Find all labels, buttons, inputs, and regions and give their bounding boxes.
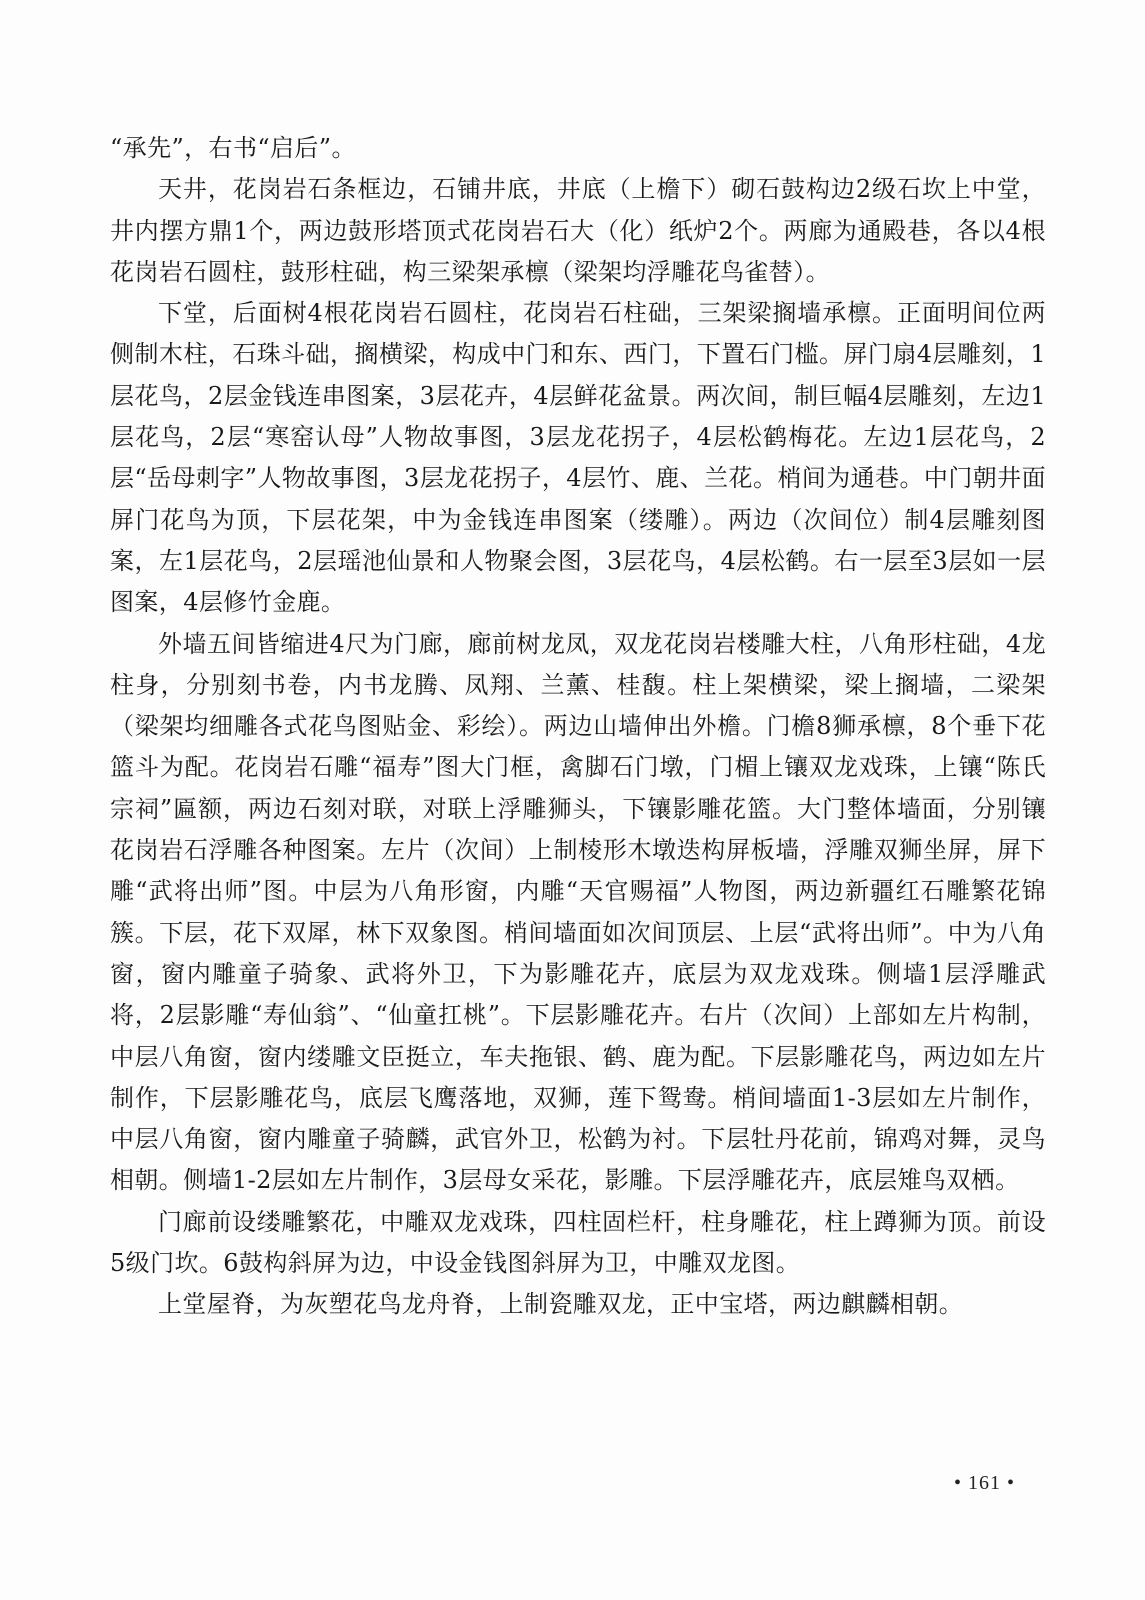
page-number: • 161 • [954,1472,1016,1494]
paragraph-roof-ridge: 上堂屋脊，为灰塑花鸟龙舟脊，上制瓷雕双龙，正中宝塔，两边麒麟相朝。 [158,1290,964,1319]
body-text [110,128,1046,1326]
paragraph-lower-hall: 下堂，后面树4根花岗岩石圆柱，花岗岩石柱础，三架梁搁墙承檩。正面明间位两侧制木柱，石珠斗础，搁横梁，构成中门和东、西门，下置石门槛。屏门扇4层雕刻，1层花鸟，2层金钱连串图案，3层花卉，4层鲜花盆景。两次间，制巨幅4层雕刻，左边1层花鸟，2层“寒窑认母”人物故事图，3层龙花拐子，4层松鹤梅花。左边1层花鸟，2层“岳母刺字”人物故事图，3层龙花拐子，4层竹、鹿、兰花。梢间为通巷。中门朝井面屏门花鸟为顶，下层花架，中为金钱连串图案（缕雕）。两边（次间位）制4层雕刻图案，左1层花鸟，2层瑶池仙景和人物聚会图，3层花鸟，4层松鹤。右一层至3层如一层图案，4层修竹金鹿。 [110,299,1046,617]
paragraph-continuation: “承先”，右书“启后”。 [110,134,356,162]
paragraph-outer-wall: 外墙五间皆缩进4尺为门廊，廊前树龙凤，双龙花岗岩楼雕大柱，八角形柱础，4龙柱身，分别刻书卷，内书龙腾、凤翔、兰薰、桂馥。柱上架横梁，梁上搁墙，二梁架（梁架均细雕各式花鸟图贴金、彩绘）。两边山墙伸出外檐。门檐8狮承檩，8个垂下花篮斗为配。花岗岩石雕“福寿”图大门框，禽脚石门墩，门楣上镶双龙戏珠，上镶“陈氏宗祠”匾额，两边石刻对联，对联上浮雕狮头，下镶影雕花篮。大门整体墙面，分别镶花岗岩石浮雕各种图案。左片（次间）上制棱形木墩迭构屏板墙，浮雕双狮坐屏，屏下雕“武将出师”图。中层为八角形窗，内雕“天官赐福”人物图，两边新疆红石雕繁花锦簇。下层，花下双犀，林下双象图。梢间墙面如次间顶层、上层“武将出师”。中为八角窗，窗内雕童子骑象、武将外卫，下为影雕花卉，底层为双龙戏珠。侧墙1层浮雕武将，2层影雕“寿仙翁”、“仙童扛桃”。下层影雕花卉。右片（次间）上部如左片构制，中层八角窗，窗内缕雕文臣挺立，车夫拖银、鹤、鹿为配。下层影雕花鸟，两边如左片制作，下层影雕花鸟，底层飞鹰落地，双狮，莲下鸳鸯。梢间墙面1-3层如左片制作，中层八角窗，窗内雕童子骑麟，武官外卫，松鹤为衬。下层牡丹花前，锦鸡对舞，灵鸟相朝。侧墙1-2层如左片制作，3层母女采花，影雕。下层浮雕花卉，底层雉鸟双栖。 [110,629,1046,1195]
paragraph-porch: 门廊前设缕雕繁花，中雕双龙戏珠，四柱固栏杆，柱身雕花，柱上蹲狮为顶。前设5级门坎。6鼓构斜屏为边，中设金钱图斜屏为卫，中雕双龙图。 [110,1207,1046,1278]
paragraph-courtyard: 天井，花岗岩石条框边，石铺井底，井底（上檐下）砌石鼓构边2级石坎上中堂，井内摆方鼎1个，两边鼓形塔顶式花岗岩石大（化）纸炉2个。两廊为通殿巷，各以4根花岗岩石圆柱，鼓形柱础，构三梁架承檩（梁架均浮雕花鸟雀替）。 [110,175,1046,286]
